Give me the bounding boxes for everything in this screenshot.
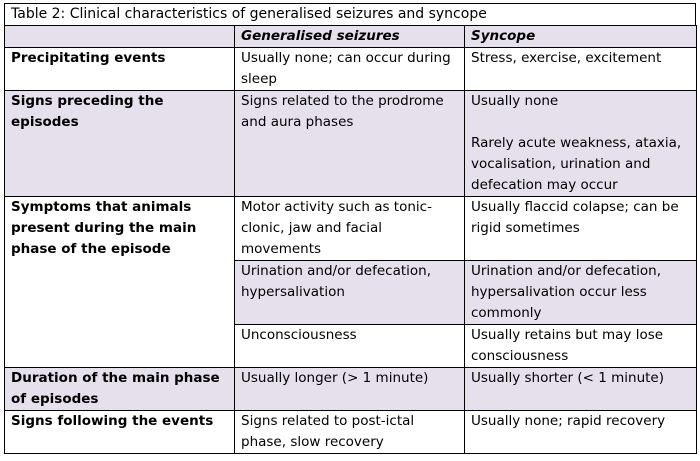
cell-syncope-preceding [465, 91, 697, 197]
row-label-preceding: Signs preceding the episodes [5, 91, 235, 197]
row-label-following: Signs following the events [5, 411, 235, 454]
cell-seizures-precipitating: Usually none; can occur during sleep [235, 48, 465, 91]
cell-syncope-duration: Usually shorter (< 1 minute) [465, 368, 697, 411]
row-label-duration: Duration of the main phase of episodes [5, 368, 235, 411]
table-row-symptoms-motor [5, 197, 697, 261]
row-label-symptoms: Symptoms that animals present during the main phase of the episode [5, 197, 235, 368]
cell-seizures-urination: Urination and/or defecation, hypersalivation [235, 261, 465, 325]
cell-syncope-consciousness: Usually retains but may lose consciousness [465, 325, 697, 368]
cell-syncope-motor: Usually flaccid colapse; can be rigid sometimes [465, 197, 697, 261]
syncope-preceding-rare: Rarely acute weakness, ataxia, vocalisation, urination and defecation may occur [471, 135, 682, 193]
header-empty [5, 26, 235, 48]
header-generalised-seizures: Generalised seizures [235, 26, 465, 48]
cell-seizures-consciousness: Unconsciousness [235, 325, 465, 368]
cell-seizures-duration: Usually longer (> 1 minute) [235, 368, 465, 411]
table-caption: Table 2: Clinical characteristics of generalised seizures and syncope [4, 3, 696, 25]
table-row-precipitating [5, 48, 697, 91]
cell-syncope-urination: Urination and/or defecation, hypersalivation occur less commonly [465, 261, 697, 325]
cell-syncope-precipitating: Stress, exercise, excitement [465, 48, 697, 91]
row-label-precipitating: Precipitating events [5, 48, 235, 91]
cell-seizures-motor: Motor activity such as tonic-clonic, jaw and facial movements [235, 197, 465, 261]
table-row-preceding [5, 91, 697, 197]
cell-syncope-following: Usually none; rapid recovery [465, 411, 697, 454]
header-row [5, 26, 697, 48]
cell-seizures-preceding: Signs related to the prodrome and aura phases [235, 91, 465, 197]
syncope-preceding-usual: Usually none [471, 93, 559, 109]
cell-seizures-following: Signs related to post-ictal phase, slow recovery [235, 411, 465, 454]
header-syncope: Syncope [465, 26, 697, 48]
table-row-duration [5, 368, 697, 411]
table-row-following [5, 411, 697, 454]
comparison-table [4, 25, 697, 454]
